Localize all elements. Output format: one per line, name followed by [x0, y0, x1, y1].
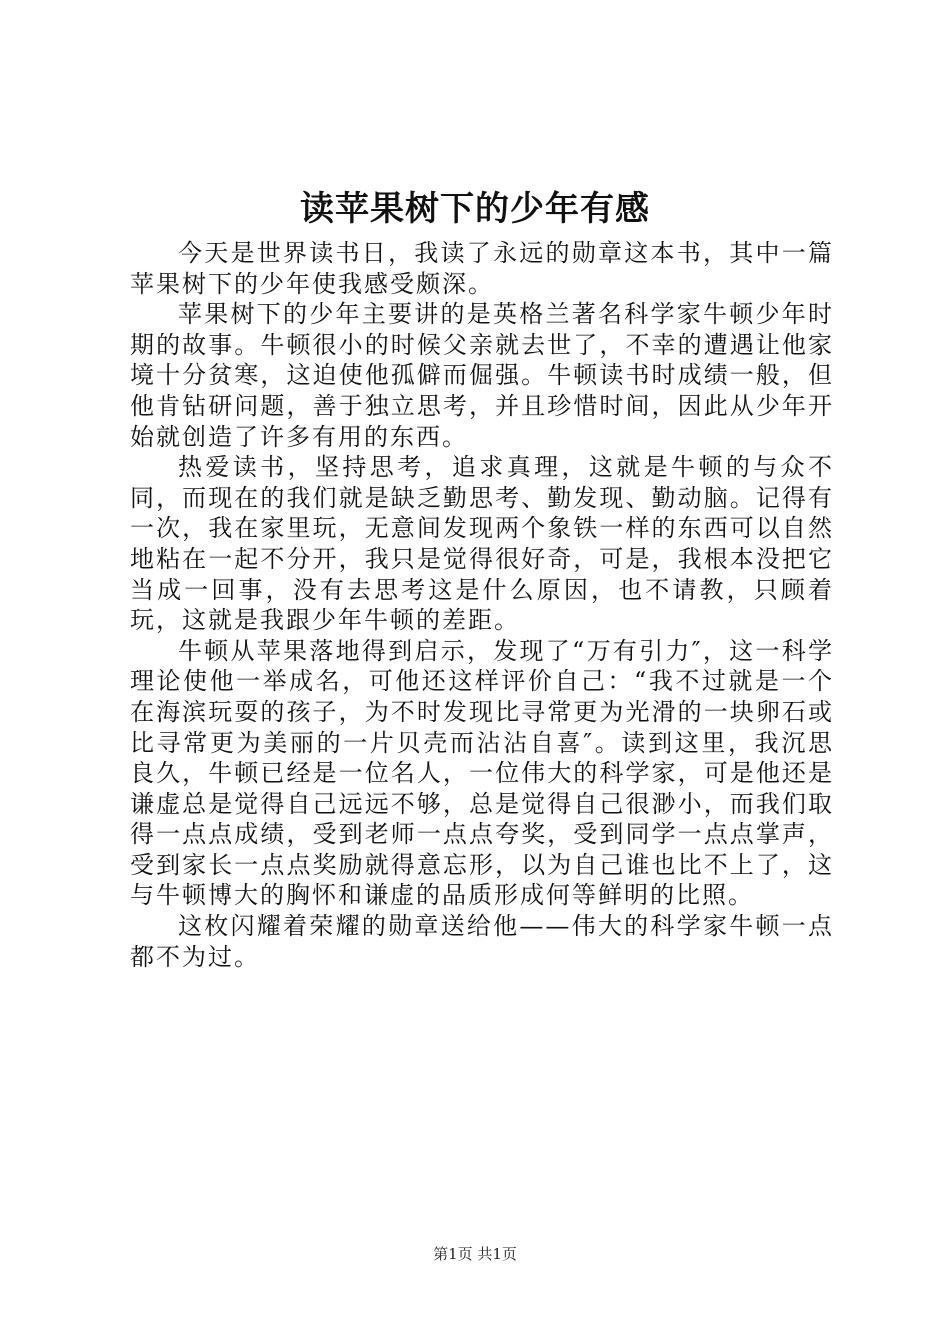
document-body [130, 238, 834, 972]
paragraph-1: 今天是世界读书日，我读了永远的勋章这本书，其中一篇苹果树下的少年使我感受颇深。 [130, 239, 834, 298]
page-footer: 第1页 共1页 [433, 1245, 517, 1263]
document-title: 读苹果树下的少年有感 [300, 189, 650, 229]
paragraph-3: 热爱读书，坚持思考，追求真理，这就是牛顿的与众不同，而现在的我们就是缺乏勤思考、勤发现、勤动脑。记得有一次，我在家里玩，无意间发现两个象铁一样的东西可以自然地粘在一起不分开，我只是觉得很好奇，可是，我根本没把它当成一回事，没有去思考这是什么原因，也不请教，只顾着玩，这就是我跟少年牛顿的差距。 [130, 453, 834, 635]
paragraph-5: 这枚闪耀着荣耀的勋章送给他——伟大的科学家牛顿一点都不为过。 [130, 912, 834, 971]
paragraph-4: 牛顿从苹果落地得到启示，发现了“万有引力″，这一科学理论使他一举成名，可他还这样评价自己：“我不过就是一个在海滨玩耍的孩子，为不时发现比寻常更为光滑的一块卵石或比寻常更为美丽的一片贝壳而沾沾自喜″。读到这里，我沉思良久，牛顿已经是一位名人，一位伟大的科学家，可是他还是谦虚总是觉得自己远远不够，总是觉得自己很渺小，而我们取得一点点成绩，受到老师一点点夸奖，受到同学一点点掌声，受到家长一点点奖励就得意忘形，以为自己谁也比不上了，这与牛顿博大的胸怀和谦虚的品质形成何等鲜明的比照。 [130, 636, 834, 910]
paragraph-2: 苹果树下的少年主要讲的是英格兰著名科学家牛顿少年时期的故事。牛顿很小的时候父亲就去世了，不幸的遭遇让他家境十分贫寒，这迫使他孤僻而倔强。牛顿读书时成绩一般，但他肯钻研问题，善于独立思考，并且珍惜时间，因此从少年开始就创造了许多有用的东西。 [130, 300, 834, 451]
